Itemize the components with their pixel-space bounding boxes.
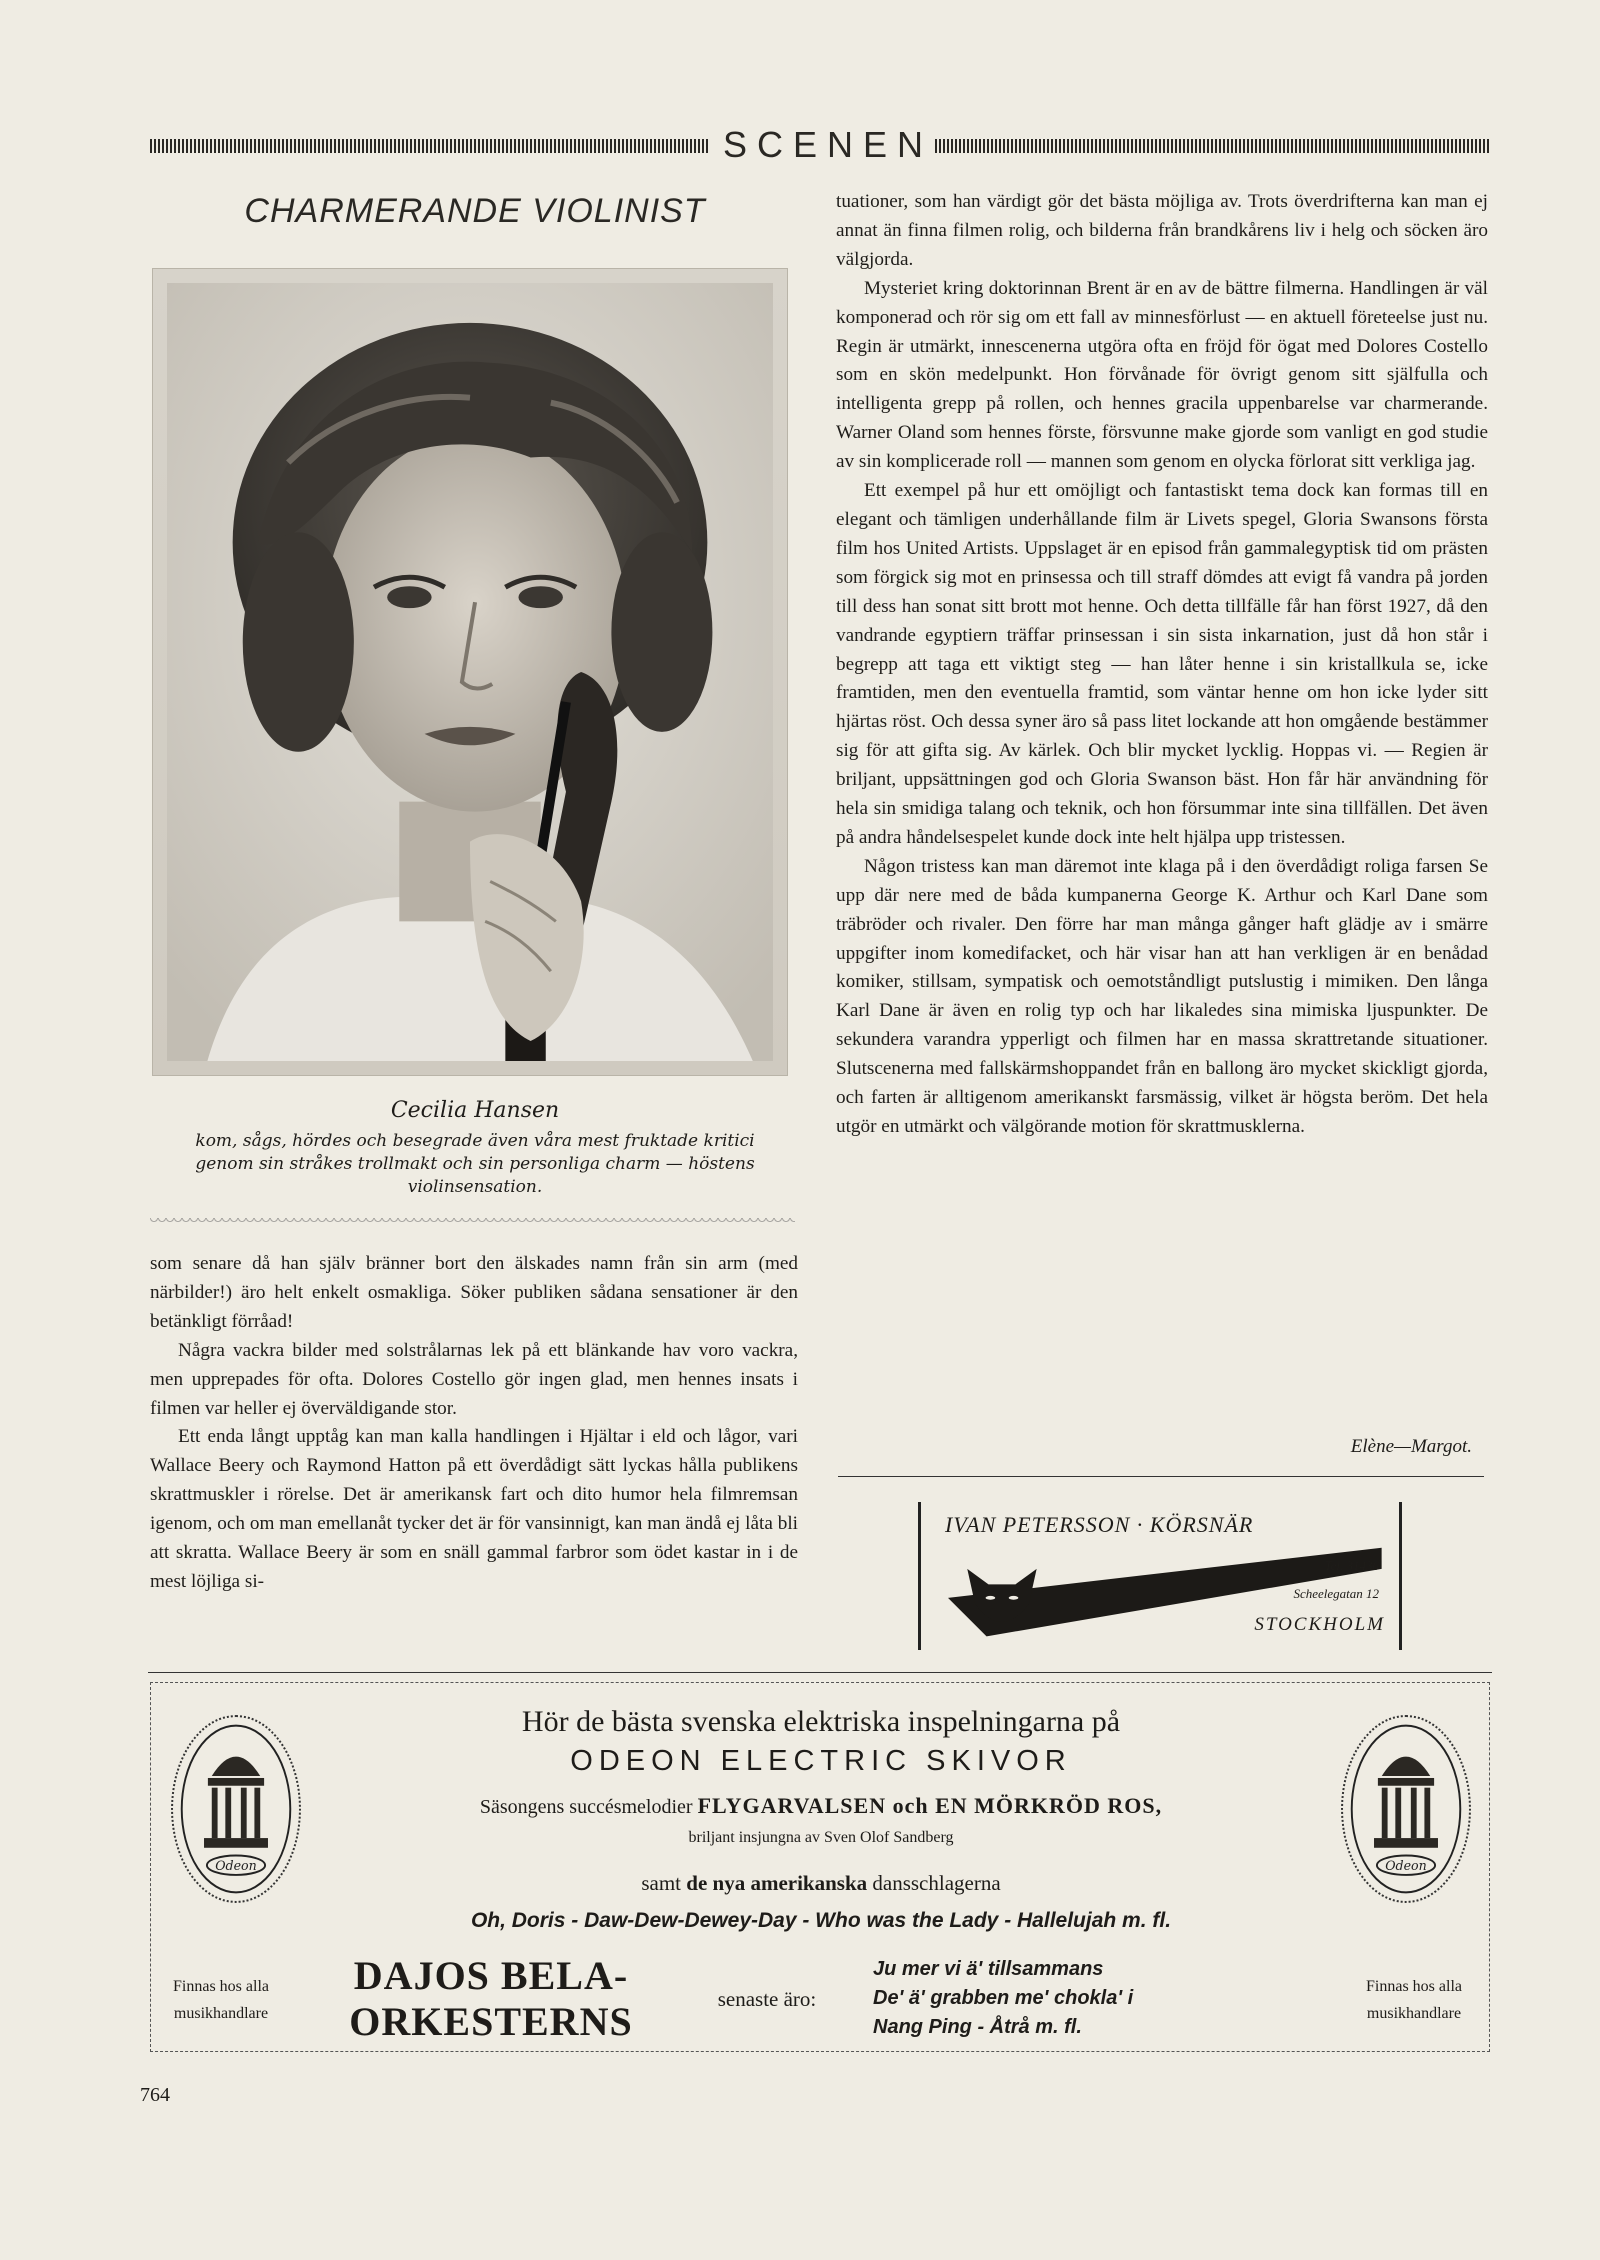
- portrait-photo-frame: [152, 268, 788, 1076]
- odeon-song-2: De' ä' grabben me' chokla' i: [873, 1987, 1134, 2009]
- page-number: 764: [140, 2084, 170, 2106]
- article-end-rule: [838, 1476, 1484, 1477]
- dajos-bela-title: [321, 1953, 661, 2045]
- right-column: [836, 188, 1488, 1142]
- odeon-song-1: Ju mer vi ä' tillsammans: [873, 1958, 1104, 1980]
- ivan-ad-name: IVAN PETERSSON · KÖRSNÄR: [945, 1512, 1254, 1537]
- header-rule-right: [935, 139, 1490, 153]
- odeon-season-prefix: Säsongens succésmelodier: [479, 1796, 693, 1818]
- ivan-ad-city: STOCKHOLM: [1254, 1614, 1385, 1635]
- right-paragraph-2: Mysteriet kring doktorinnan Brent är en av de bättre filmerna. Handlingen är väl komponerad och rör sig om ett fall av minnesförlust — en aktuell företeelse just nu. Regin är utmärkt, innescenerna utgöra ofta en fröjd för ögat med Dolores Costello som en skön medelpunkt. Hon förvånade för övrigt genom sitt själfulla och intelligenta grepp på rollen, och hennes gracila uppenbarelse var charmerande. Warner Oland som hennes förste, försvunne make gjorde som vanligt en god studie av sin komplicerade roll — mannen som genom en olycka förlorat sitt verkliga jag.: [836, 277, 1488, 473]
- portrait-photo: [167, 283, 773, 1061]
- right-paragraph-4: Någon tristess kan man däremot inte klaga på i den överdådigt roliga farsen Se upp där nere med de båda kumpanerna George K. Arthur och Karl Dane som träbröder och rivaler. Den förre har man många gånger haft glädje av i smärre uppgifter inom komedifacket, och här visar han att han verkligen är en benådad komiker, stillsam, sympatisk och oemotståndligt putslustig i mimiken. Den långa Karl Dane är även en rolig typ och har likaledes sina mimiska ljuspunkter. De sekundera varandra ypperligt och filmen har en massa skrattretande situationer. Slutscenerna med fallskärmshoppandet från en ballong äro mycket skickligt gjorda, och farten är alltigenom amerikanskt farsmässig, vilket är högsta beröm. Det hela utgör en utmärkt och välgörande motion för skrattmusklerna.: [836, 855, 1488, 1137]
- odeon-right-note: Finnas hos alla musikhandlare: [1366, 1978, 1462, 2022]
- caption-divider: [150, 1218, 795, 1226]
- odeon-singer: briljant insjungna av Sven Olof Sandberg: [688, 1829, 954, 1846]
- odeon-season-line: [311, 1793, 1331, 1819]
- dajos-line-1: DAJOS BELA-: [353, 1953, 629, 1998]
- odeon-logo-left: [171, 1715, 301, 1903]
- caption-text: kom, sågs, hördes och besegrade även våra mest fruktade kritici genom sin stråkes trollmakt och sin personliga charm — höstens violinsensation.: [195, 1131, 755, 1197]
- left-paragraph-1: som senare då han själv bränner bort den älskades namn från sin arm (med närbilder!) äro helt enkelt osmakliga. Söker publiken sådana sensationer är den betänkligt förråad!: [150, 1253, 798, 1332]
- right-paragraph-1: tuationer, som han värdigt gör det bästa möjliga av. Trots överdrifterna kan man ej annat än finna filmen rolig, och bilderna från brandkårens liv i helg och söcken äro välgjorda.: [836, 191, 1488, 270]
- odeon-temple-icon: [173, 1717, 299, 1901]
- odeon-american-bold: de nya amerikanska: [686, 1871, 868, 1895]
- odeon-top-rule: [148, 1672, 1492, 1673]
- odeon-logo-text-right: Odeon: [1385, 1858, 1427, 1874]
- odeon-brand: ODEON ELECTRIC SKIVOR: [570, 1745, 1072, 1777]
- dajos-line-2: ORKESTERNS: [349, 1999, 633, 2044]
- left-column: [150, 1250, 798, 1597]
- odeon-dance-hits: Oh, Doris - Daw-Dew-Dewey-Day - Who was the Lady - Hallelujah m. fl.: [470, 1909, 1172, 1932]
- ivan-petersson-ad: [918, 1502, 1402, 1650]
- header-rule-left: [150, 139, 710, 153]
- caption-name: Cecilia Hansen: [390, 1098, 560, 1123]
- odeon-american-suffix: dansschlagerna: [872, 1871, 1001, 1895]
- odeon-left-note: Finnas hos alla musikhandlare: [173, 1978, 269, 2022]
- odeon-american-prefix: samt: [641, 1871, 682, 1895]
- odeon-intro: Hör de bästa svenska elektriska inspelningarna på: [521, 1705, 1121, 1738]
- article-signature: Elène—Margot.: [1350, 1436, 1472, 1457]
- odeon-senaste: senaste äro:: [717, 1987, 817, 2011]
- section-title: SCENEN: [723, 124, 934, 165]
- right-paragraph-3: Ett exempel på hur ett omöjligt och fantastiskt tema dock kan formas till en elegant och tämligen underhållande film är Livets spegel, Gloria Swansons första film hos United Artists. Uppslaget är en episod från gammalegyptisk tid om prästen som förgick sig mot en prinsessa och till straff dömdes att evigt få vandra på jorden till dess han sonat sitt brott mot henne. Och detta tillfälle får han först 1927, då den vandrande egyptiern träffar prinsessan i sin sista inkarnation, just då hon står i begrepp att taga ett viktigt steg — han låter henne i sin kristallkula se, icke framtiden, men den eventuella framtid, som väntar henne om hon icke lyder sitt hjärtas röst. Och dessa syner äro så pass litet lockande att hon omgående bestämmer sig för att gifta sig. Av kärlek. Och blir mycket lycklig. Hoppas vi. — Regien är briljant, uppsättningen god och Gloria Swanson bäst. Hon får här användning för hela sin smidiga talang och teknik, och hon försummar inte sina tillfällen. Det även på andra håndelsespelet kunde dock inte helt hjälpa upp tristessen.: [836, 480, 1488, 848]
- odeon-logo-right: [1341, 1715, 1471, 1903]
- odeon-season-songs: FLYGARVALSEN och EN MÖRKRÖD ROS,: [697, 1793, 1163, 1818]
- ivan-ad-street: Scheelegatan 12: [1293, 1586, 1379, 1601]
- article-headline: CHARMERANDE VIOLINIST: [244, 192, 706, 230]
- left-paragraph-2: Några vackra bilder med solstrålarnas lek på ett blänkande hav voro vackra, men upprepades för ofta. Dolores Costello gör ingen glad, men hennes insats i filmen var heller ej överväldigande stor.: [150, 1339, 798, 1419]
- odeon-ad: [150, 1682, 1490, 2052]
- odeon-song-list: [873, 1955, 1273, 2042]
- left-paragraph-3: Ett enda långt upptåg kan man kalla handlingen i Hjältar i eld och lågor, vari Wallace Beery och Raymond Hatton på ett överdådigt sätt lyckas hålla publikens skrattmuskler i rörelse. Det är amerikansk fart och dito humor hela filmremsan igenom, och om man emellanåt tycker det är för vansinnigt, kan man ändå ej låta bli att skratta. Wallace Beery är som en snäll gammal farbror som ödet kastar in i de mest löjliga si-: [150, 1426, 798, 1592]
- odeon-temple-icon: [1343, 1717, 1469, 1901]
- ivan-ad-tel: Tel. 31436: [1324, 1558, 1379, 1573]
- odeon-american-line: [351, 1871, 1291, 1896]
- odeon-logo-text-left: Odeon: [215, 1858, 257, 1874]
- odeon-song-3: Nang Ping - Åtrå m. fl.: [873, 2016, 1082, 2038]
